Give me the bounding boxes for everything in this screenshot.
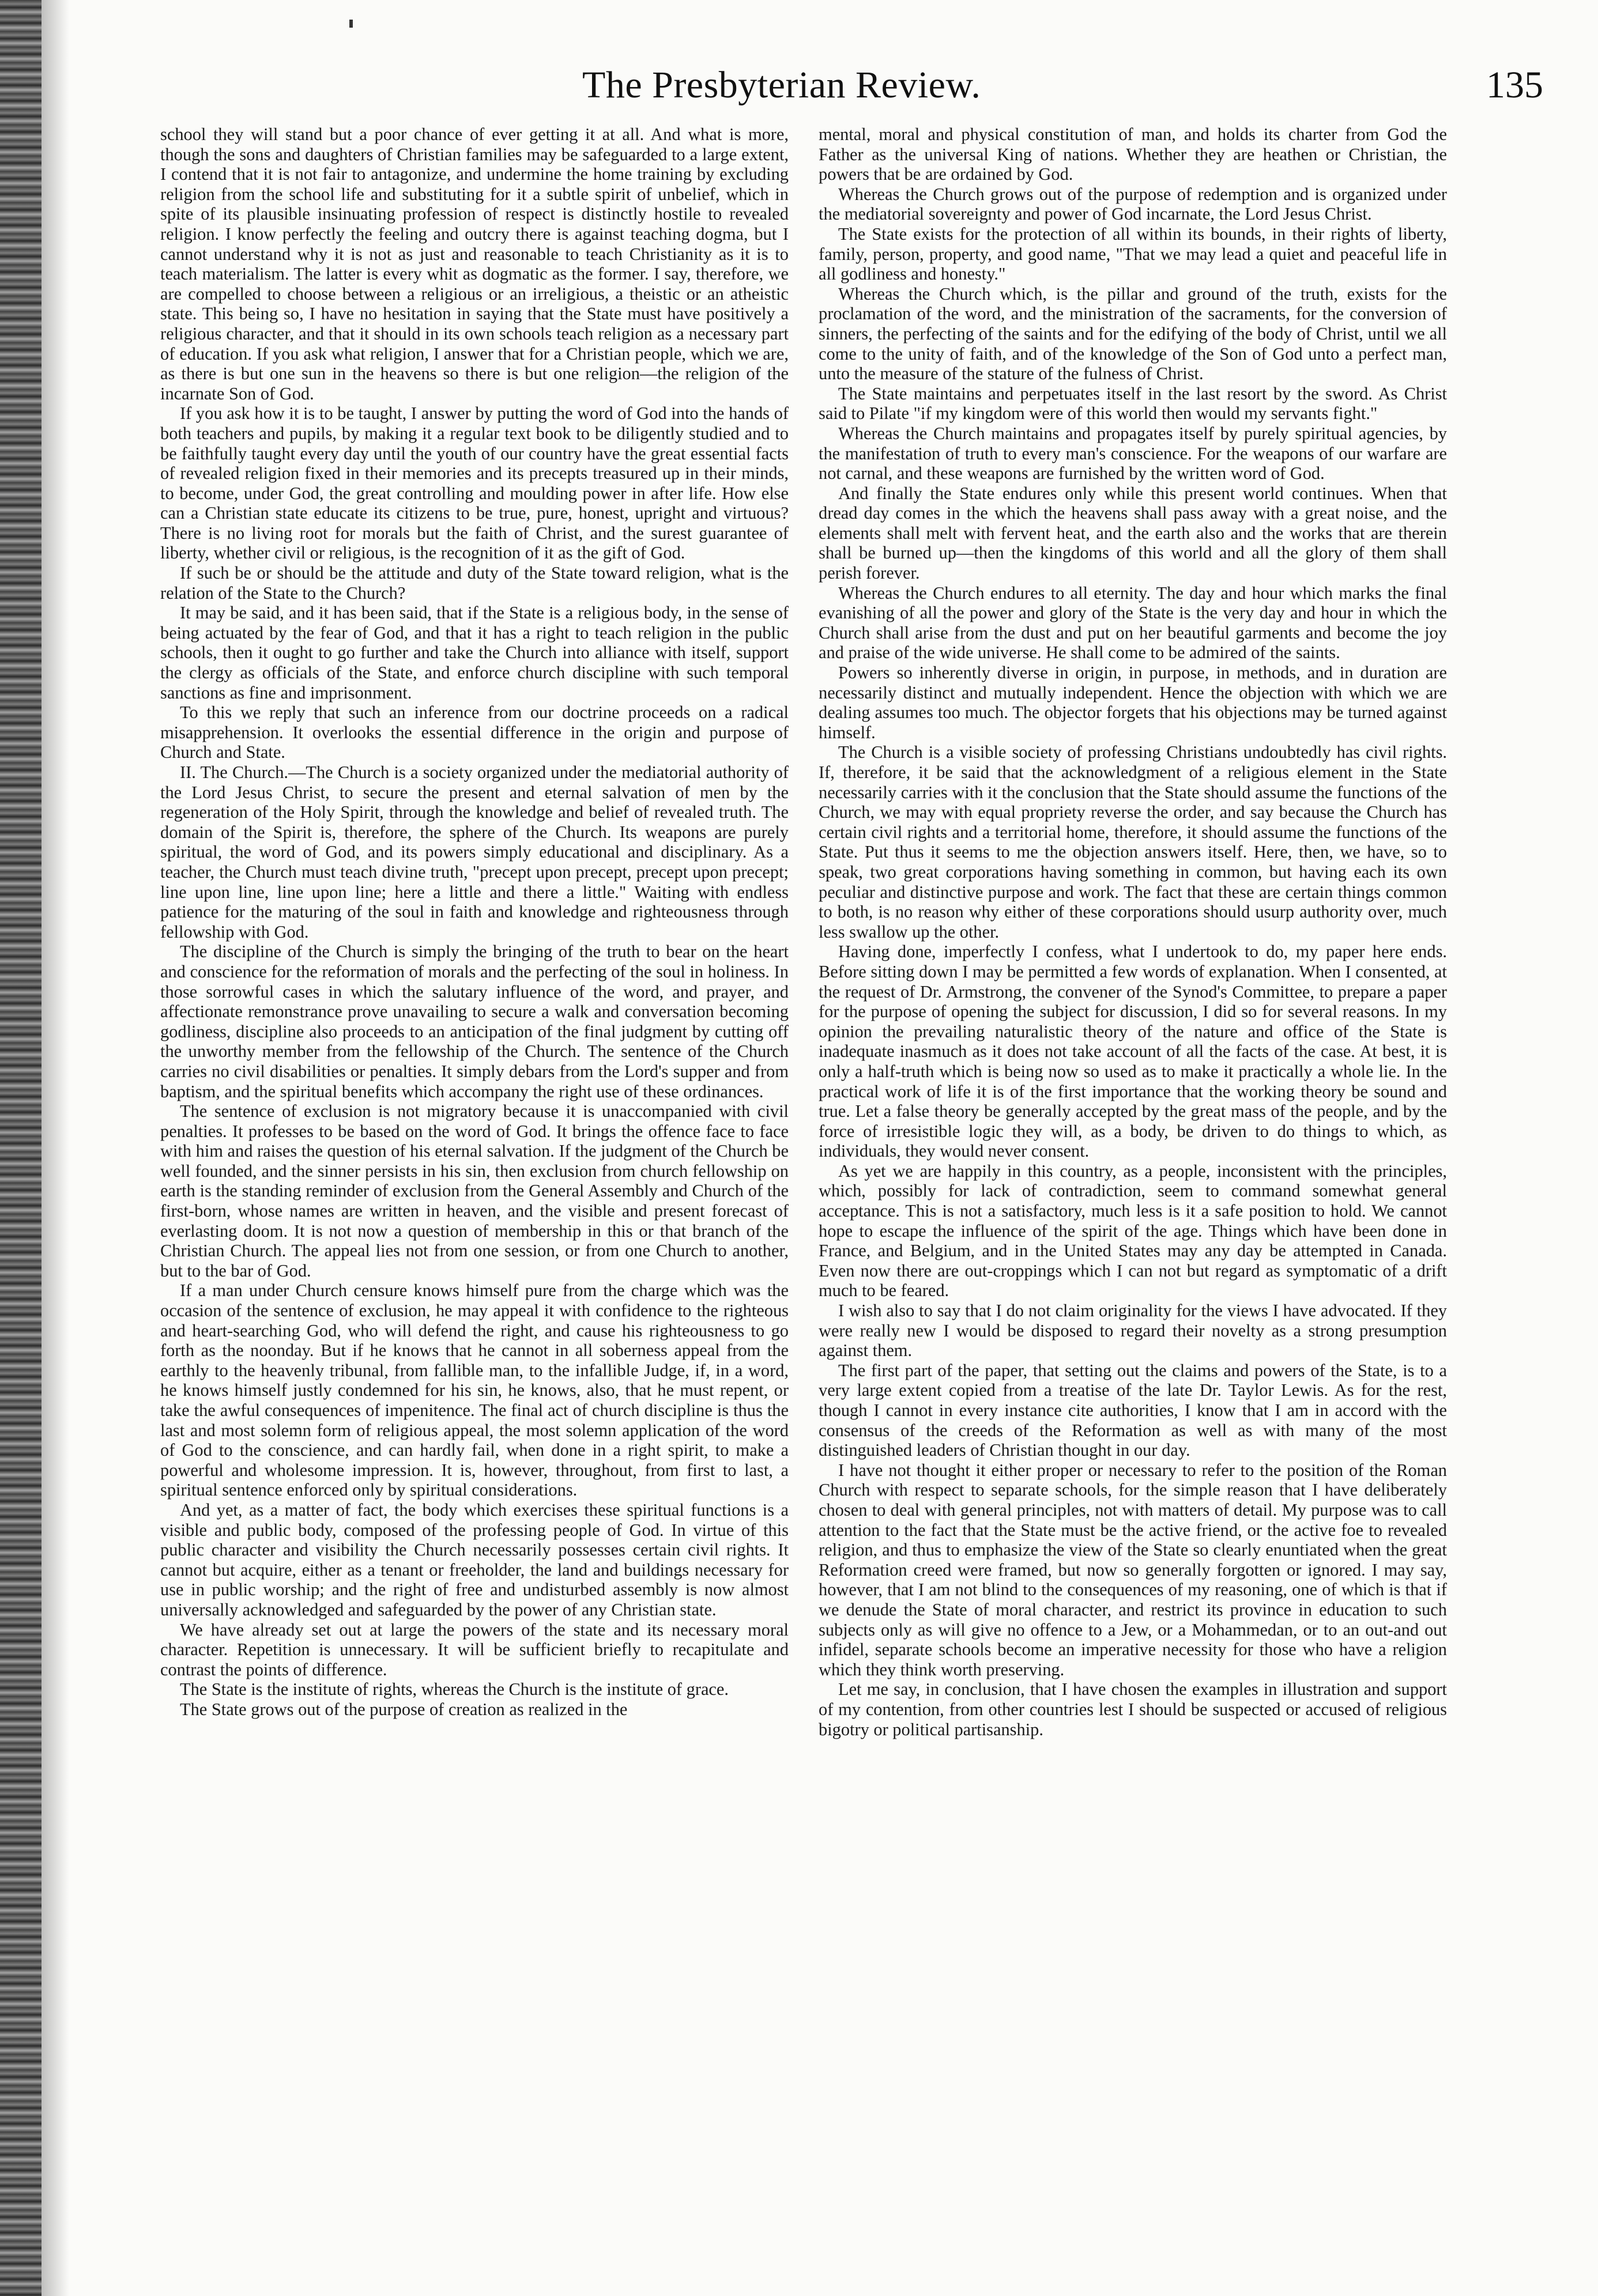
paragraph: If a man under Church censure knows himself pure from the charge which was the occasion of the sentence of exclusion, he may appeal it with confidence to the righteous and heart-searching God, who will defend the right, and cause his righteousness to go forth as the noonday. But if he knows that he cannot in all soberness appeal from the earthly to the heavenly tribunal, from fallible man, to the infallible Judge, if, in a word, he knows himself justly condemned for his sin, he knows, also, that he must repent, or take the awful consequences of impenitence. The final act of church discipline is thus the last and most solemn form of religious appeal, the most solemn application of the word of God to the conscience, and can hardly fail, when done in a right spirit, to make a powerful and wholesome impression. It is, however, throughout, from first to last, a spiritual sentence enforced only by spiritual considerations. [160,1281,789,1500]
print-mark [349,20,353,28]
paragraph: mental, moral and physical constitution of man, and holds its charter from God the Father as the universal King of nations. Whether they are heathen or Christian, the powers that be are ordained by God. [819,124,1447,184]
paragraph: The first part of the paper, that setting out the claims and powers of the State, is to a very large extent copied from a treatise of the late Dr. Taylor Lewis. As for the rest, though I cannot in every instance cite authorities, I know that I am in accord with the consensus of the creeds of the Reformation as well as with many of the most distinguished leaders of Christian thought in our day. [819,1360,1447,1460]
paragraph: The State exists for the protection of all within its bounds, in their rights of liberty, family, person, property, and good name, "That we may lead a quiet and peaceful life in all godliness and honesty." [819,224,1447,284]
journal-title: The Presbyterian Review. [582,64,981,106]
paragraph: As yet we are happily in this country, as a people, inconsistent with the principles, which, possibly for lack of contradiction, seem to command somewhat general acceptance. This is not a satisfactory, much less is it a safe position to hold. We cannot hope to escape the influence of the spirit of the age. Things which have been done in France, and Belgium, and in the United States may any day be attempted in Canada. Even now there are out-croppings which I can not but regard as symptomatic of a drift much to be feared. [819,1161,1447,1301]
page-number: 135 [1486,64,1543,106]
paragraph: The State maintains and perpetuates itself in the last resort by the sword. As Christ said to Pilate "if my kingdom were of this world then would my servants fight." [819,383,1447,424]
paragraph: If you ask how it is to be taught, I answer by putting the word of God into the hands of both teachers and pupils, by making it a regular text book to be diligently studied and to be faithfully taught every day until the youth of our country have the great essential facts of revealed religion fixed in their memories and its precepts treasured up in their minds, to become, under God, the great controlling and moulding power in after life. How else can a Christian state educate its citizens to be true, pure, honest, upright and virtuous? There is no living root for morals but the faith of Christ, and the surest guarantee of liberty, whether civil or religious, is the recognition of it as the gift of God. [160,403,789,563]
paragraph: And yet, as a matter of fact, the body which exercises these spiritual functions is a visible and public body, composed of the professing people of God. In virtue of this public character and visibility the Church necessarily possesses certain civil rights. It cannot but acquire, either as a tenant or freeholder, the land and buildings necessary for use in public worship; and the right of free and undisturbed assembly is now almost universally acknowledged and safeguarded by the power of any Christian state. [160,1500,789,1619]
page-binding-edge [0,0,42,2296]
paragraph: Powers so inherently diverse in origin, in purpose, in methods, and in duration are necessarily distinct and mutually independent. Hence the objection with which we are dealing assumes too much. The objector forgets that his objections may be turned against himself. [819,663,1447,742]
paragraph: Whereas the Church which, is the pillar and ground of the truth, exists for the proclamation of the word, and the ministration of the sacraments, for the conversion of sinners, the perfecting of the saints and for the edifying of the body of Christ, until we all come to the unity of faith, and of the knowledge of the Son of God unto a perfect man, unto the measure of the stature of the fulness of Christ. [819,284,1447,384]
paragraph: And finally the State endures only while this present world continues. When that dread day comes in the which the heavens shall pass away with a great noise, and the elements shall melt with fervent heat, and the earth also and the works that are therein shall be burned up—then the kingdoms of this world and all the glory of them shall perish forever. [819,483,1447,583]
paragraph: The Church is a visible society of professing Christians undoubtedly has civil rights. If, therefore, it be said that the acknowledgment of a religious element in the State necessarily carries with it the conclusion that the State should assume the functions of the Church, we may with equal propriety reverse the order, and say because the Church has certain civil rights and a territorial home, therefore, it should assume the functions of the State. Put thus it seems to me the objection answers itself. Here, then, we have, so to speak, two great corporations having something in common, but having each its own peculiar and distinctive purpose and work. The fact that these are certain things common to both, is no reason why either of these corporations should usurp authority over, much less swallow up the other. [819,742,1447,942]
right-column [819,124,1447,2268]
paragraph: It may be said, and it has been said, that if the State is a religious body, in the sense of being actuated by the fear of God, and that it has a right to teach religion in the public schools, then it ought to go further and take the Church into alliance with itself, support the clergy as officials of the State, and enforce church discipline with such temporal sanctions as fine and imprisonment. [160,603,789,703]
paragraph: Let me say, in conclusion, that I have chosen the examples in illustration and support of my contention, from other countries lest I should be suspected or accused of religious bigotry or political partisanship. [819,1679,1447,1739]
paragraph: The sentence of exclusion is not migratory because it is unaccompanied with civil penalties. It professes to be based on the word of God. It brings the offence face to face with him and raises the question of his eternal salvation. If the judgment of the Church be well founded, and the sinner persists in his sin, then exclusion from church fellowship on earth is the standing reminder of exclusion from the General Assembly and Church of the first-born, whose names are written in heaven, and the visible and present forecast of everlasting doom. It is not now a question of membership in this or that branch of the Christian Church. The appeal lies not from one session, or from one Church to another, but to the bar of God. [160,1101,789,1281]
paragraph: We have already set out at large the powers of the state and its necessary moral character. Repetition is unnecessary. It will be sufficient briefly to recapitulate and contrast the points of difference. [160,1619,789,1679]
paragraph: school they will stand but a poor chance of ever getting it at all. And what is more, though the sons and daughters of Christian families may be safeguarded to a large extent, I contend that it is not fair to antagonize, and undermine the home training by excluding religion from the school life and substituting for it a subtle spirit of unbelief, which in spite of its plausible insinuating profession of respect is distinctly hostile to revealed religion. I know perfectly the feeling and outcry there is against teaching dogma, but I cannot understand why it is not as just and reasonable to teach Christianity as it is to teach materialism. The latter is every whit as dogmatic as the former. I say, therefore, we are compelled to choose between a religious or an irreligious, a theistic or an atheistic state. This being so, I have no hesitation in saying that the State must have positively a religious character, and that it should in its own schools teach religion as a necessary part of education. If you ask what religion, I answer that for a Christian people, which we are, as there is but one sun in the heavens so there is but one religion—the religion of the incarnate Son of God. [160,124,789,403]
paragraph: The discipline of the Church is simply the bringing of the truth to bear on the heart and conscience for the reformation of morals and the perfecting of the soul in holiness. In those sorrowful cases in which the salutary influence of the word, and prayer, and affectionate remonstrance prove unavailing to secure a walk and conversation becoming godliness, discipline also proceeds to an anticipation of the final judgment by cutting off the unworthy member from the fellowship of the Church. The sentence of the Church carries no civil disabilities or penalties. It simply debars from the Lord's supper and from baptism, and the spiritual benefits which accompany the right use of these ordinances. [160,942,789,1101]
binding-shadow [42,0,69,2296]
paragraph: The State is the institute of rights, whereas the Church is the institute of grace. [180,1679,729,1700]
paragraph: Whereas the Church endures to all eternity. The day and hour which marks the final evanishing of all the power and glory of the State is the very day and hour in which the Church shall arise from the dust and put on her beautiful garments and become the joy and praise of the wide universe. He shall come to be admired of the saints. [819,583,1447,663]
paragraph: Having done, imperfectly I confess, what I undertook to do, my paper here ends. Before sitting down I may be permitted a few words of explanation. When I consented, at the request of Dr. Armstrong, the convener of the Synod's Committee, to prepare a paper for the purpose of opening the subject for discussion, I did so for several reasons. In my opinion the prevailing naturalistic theory of the nature and office of the State is inadequate inasmuch as it does not take account of all the facts of the case. At best, it is only a half-truth which is being now so used as to make it practically a whole lie. In the practical work of life it is of the first importance that the working theory be sound and true. Let a false theory be generally accepted by the great mass of the people, and by the force of irresistible logic they will, as a body, be driven to do things to which, as individuals, they would never consent. [819,942,1447,1161]
paragraph: I have not thought it either proper or necessary to refer to the position of the Roman Church with respect to separate schools, for the simple reason that I have deliberately chosen to deal with general principles, not with matters of detail. My purpose was to call attention to the fact that the State must be the active friend, or the active foe to revealed religion, and thus to emphasize the view of the State so clearly enuntiated when the great Reformation creed were framed, but now so generally forgotten or ignored. I may say, however, that I am not blind to the consequences of my reasoning, one of which is that if we denude the State of moral character, and restrict its province in education to such subjects only as will give no offence to a Jew, or a Mohammedan, or to an out-and out infidel, separate schools become an imperative necessity for those who have a religion which they think worth preserving. [819,1460,1447,1679]
paragraph: To this we reply that such an inference from our doctrine proceeds on a radical misapprehension. It overlooks the essential difference in the origin and purpose of Church and State. [160,703,789,762]
paragraph: The State grows out of the purpose of creation as realized in the [180,1699,628,1719]
paragraph: If such be or should be the attitude and duty of the State toward religion, what is the relation of the State to the Church? [160,563,789,603]
running-head [0,37,1598,106]
paragraph: I wish also to say that I do not claim originality for the views I have advocated. If they were really new I would be disposed to regard their novelty as a strong presumption against them. [819,1301,1447,1361]
paragraph: Whereas the Church grows out of the purpose of redemption and is organized under the mediatorial sovereignty and power of God incarnate, the Lord Jesus Christ. [819,184,1447,224]
section-heading-paragraph: II. The Church.—The Church is a society organized under the mediatorial authority of the Lord Jesus Christ, to secure the present and eternal salvation of men by the regeneration of the Holy Spirit, through the knowledge and belief of revealed truth. The domain of the Spirit is, therefore, the sphere of the Church. Its weapons are purely spiritual, the word of God, and its powers simply educational and disciplinary. As a teacher, the Church must teach divine truth, "precept upon precept, precept upon precept; line upon line, line upon line; here a little and there a little." Waiting with endless patience for the maturing of the soul in faith and knowledge and righteousness through fellowship with God. [160,762,789,942]
left-column [160,124,789,2268]
paragraph: Whereas the Church maintains and propagates itself by purely spiritual agencies, by the manifestation of truth to every man's conscience. For the weapons of our warfare are not carnal, and these weapons are furnished by the written word of God. [819,423,1447,484]
